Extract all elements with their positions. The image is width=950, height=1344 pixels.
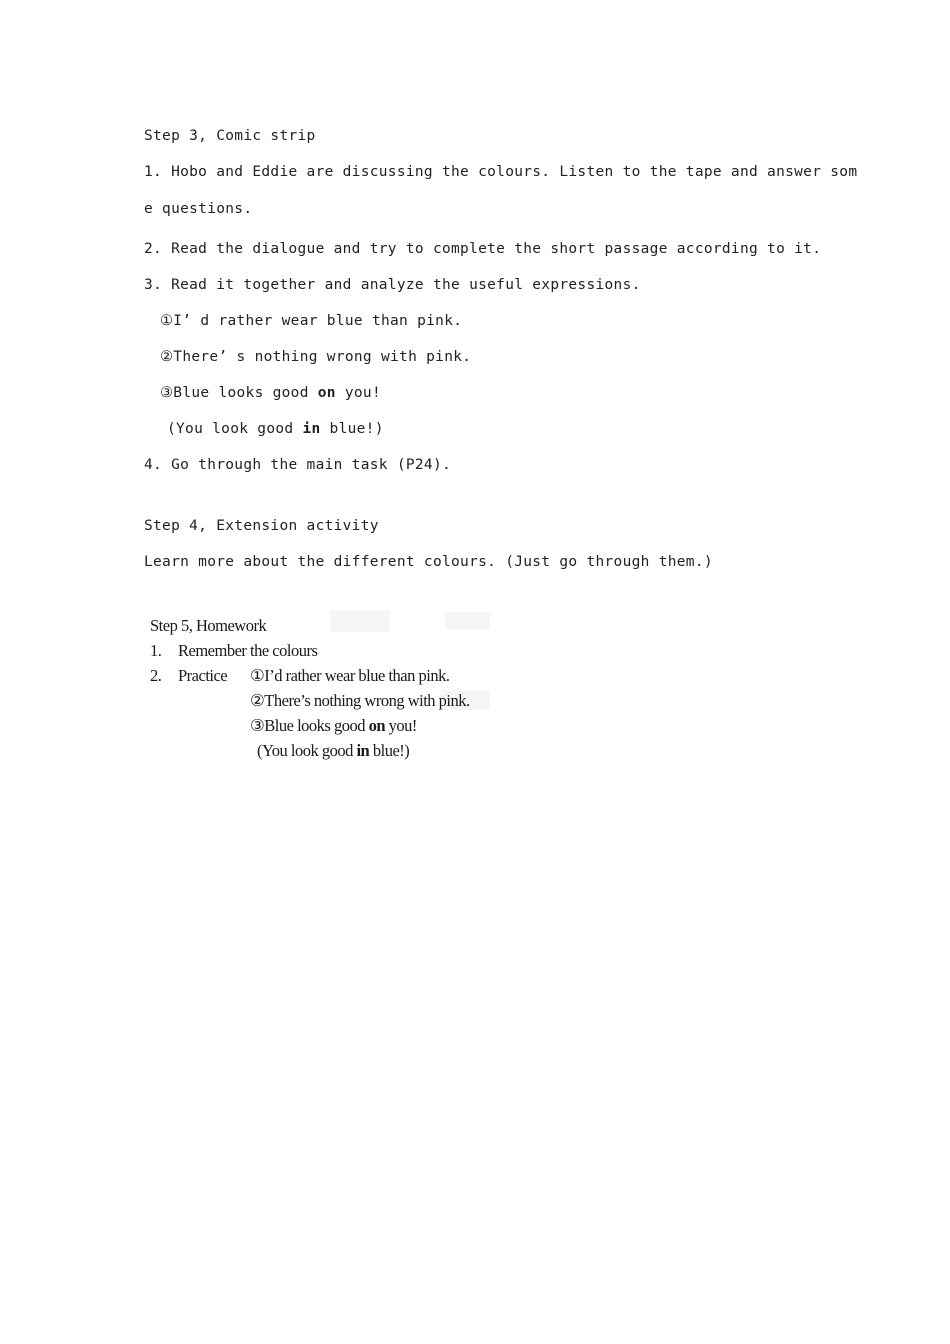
step3-title: Step 3, Comic strip	[144, 128, 316, 144]
practice-4	[257, 741, 409, 761]
step5-num2: 2.	[150, 666, 162, 685]
expression-4-post: blue!)	[320, 421, 384, 437]
step3-item4: 4. Go through the main task (P24).	[144, 457, 452, 473]
step5-item1: Remember the colours	[178, 641, 318, 660]
practice-2: ②There’s nothing wrong with pink.	[250, 691, 470, 710]
practice-1: ①I’d rather wear blue than pink.	[250, 666, 450, 685]
step3-item3: 3. Read it together and analyze the useful expressions.	[144, 277, 641, 293]
watermark-smudge	[330, 610, 390, 632]
step5-item2: Practice	[178, 666, 228, 685]
expression-3-pre: ③Blue looks good	[160, 385, 318, 401]
practice-4-bold: in	[356, 741, 370, 760]
expression-4-pre: (You look good	[167, 421, 303, 437]
expression-4-bold: in	[302, 421, 321, 437]
expression-3	[160, 385, 381, 401]
watermark-smudge	[445, 612, 490, 630]
practice-3-post: you!	[385, 716, 417, 735]
expression-1: ①I’ d rather wear blue than pink.	[160, 313, 463, 329]
step3-item2: 2. Read the dialogue and try to complete the short passage according to it.	[144, 241, 822, 257]
step4-title: Step 4, Extension activity	[144, 518, 379, 534]
step5-title: Step 5, Homework	[150, 616, 267, 635]
step4-body: Learn more about the different colours. (Just go through them.)	[144, 554, 713, 570]
expression-3-post: you!	[335, 385, 381, 401]
step3-item1-line1: 1. Hobo and Eddie are discussing the colours. Listen to the tape and answer som	[144, 164, 858, 180]
expression-3-bold: on	[317, 385, 336, 401]
expression-2: ②There’ s nothing wrong with pink.	[160, 349, 472, 365]
step3-item1-line2: e questions.	[144, 201, 253, 217]
practice-4-post: blue!)	[369, 741, 410, 760]
practice-3	[250, 716, 417, 736]
practice-3-pre: ③Blue looks good	[250, 716, 369, 735]
practice-4-pre: (You look good	[257, 741, 357, 760]
step5-num1: 1.	[150, 641, 162, 660]
practice-3-bold: on	[368, 716, 386, 735]
expression-4	[167, 421, 384, 437]
